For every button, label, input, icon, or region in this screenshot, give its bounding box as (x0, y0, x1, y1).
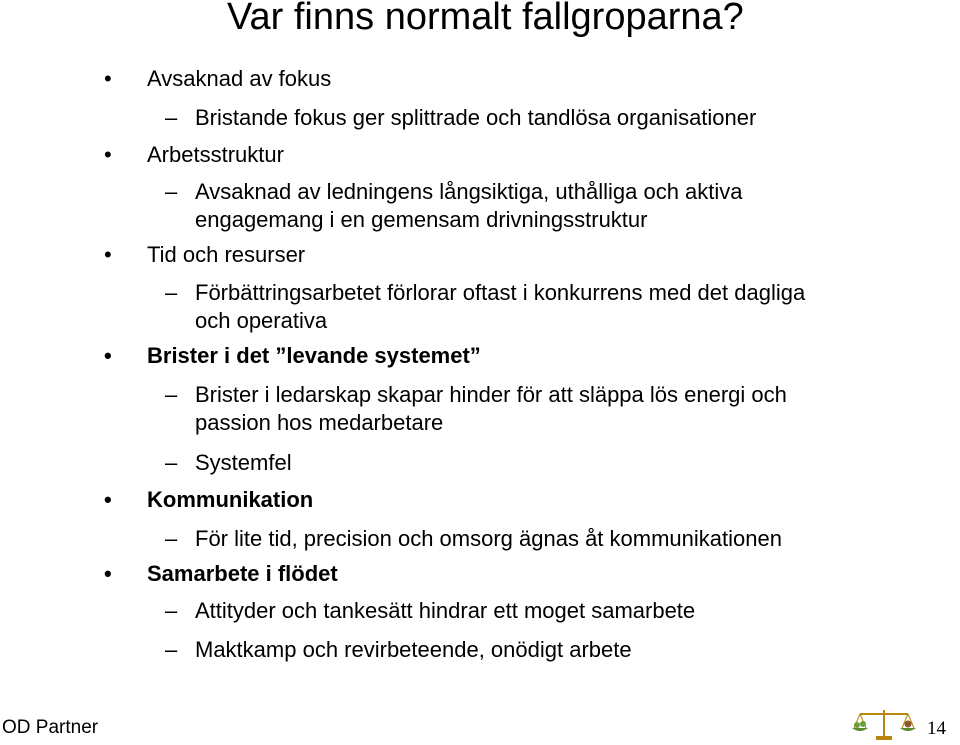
sub-bullet-line (195, 408, 443, 438)
bullet-item (104, 559, 338, 589)
bullet-marker: • (104, 242, 112, 267)
dash-marker: – (165, 450, 178, 475)
bullet-label: Tid och resurser (147, 242, 306, 267)
dash-marker: – (165, 280, 178, 305)
sub-bullet-text: Avsaknad av ledningens långsiktiga, uthålliga och aktiva (195, 179, 743, 204)
sub-bullet-line (195, 306, 327, 336)
sub-bullet-text: För lite tid, precision och omsorg ägnas åt kommunikationen (195, 526, 782, 551)
sub-bullet-text: Systemfel (195, 450, 292, 475)
bullet-item (104, 485, 314, 515)
sub-bullet-text: och operativa (195, 308, 328, 333)
sub-bullet-line (165, 524, 782, 554)
page-number: 14 (927, 718, 946, 739)
sub-bullet-line (165, 278, 806, 308)
dash-marker: – (165, 526, 178, 551)
sub-bullet-text: Bristande fokus ger splittrade och tandlösa organisationer (195, 105, 757, 130)
bullet-item (104, 64, 332, 94)
sub-bullet-line (165, 448, 292, 478)
bullet-marker: • (104, 561, 112, 586)
bullet-marker: • (104, 142, 112, 167)
bullet-marker: • (104, 66, 112, 91)
bullet-item (104, 341, 481, 371)
slide-title: Var finns normalt fallgroparna? (227, 0, 744, 38)
footer-brand: OD Partner (2, 717, 99, 738)
sub-bullet-text: Attityder och tankesätt hindrar ett moget samarbete (195, 598, 696, 623)
sub-bullet-line (165, 380, 787, 410)
bullet-label: Arbetsstruktur (147, 142, 284, 167)
bullet-label: Brister i det ”levande systemet” (147, 343, 481, 368)
bullet-marker: • (104, 343, 112, 368)
sub-bullet-line (165, 596, 696, 626)
bullet-label: Samarbete i flödet (147, 561, 338, 586)
bullet-item (104, 140, 284, 170)
sub-bullet-line (165, 103, 757, 133)
sub-bullet-text: Förbättringsarbetet förlorar oftast i konkurrens med det dagliga (195, 280, 806, 305)
sub-bullet-text: Brister i ledarskap skapar hinder för att släppa lös energi och (195, 382, 787, 407)
sub-bullet-line (165, 177, 743, 207)
sub-bullet-text: engagemang i en gemensam drivningsstruktur (195, 207, 648, 232)
bullet-label: Avsaknad av fokus (147, 66, 332, 91)
sub-bullet-line (165, 635, 632, 665)
sub-bullet-text: Maktkamp och revirbeteende, onödigt arbete (195, 637, 632, 662)
sub-bullet-line (195, 205, 647, 235)
sub-bullet-text: passion hos medarbetare (195, 410, 444, 435)
bullet-label: Kommunikation (147, 487, 314, 512)
dash-marker: – (165, 598, 178, 623)
balance-scale-icon (848, 706, 920, 742)
bullet-marker: • (104, 487, 112, 512)
dash-marker: – (165, 637, 178, 662)
dash-marker: – (165, 105, 178, 130)
bullet-item (104, 240, 306, 270)
dash-marker: – (165, 179, 178, 204)
dash-marker: – (165, 382, 178, 407)
